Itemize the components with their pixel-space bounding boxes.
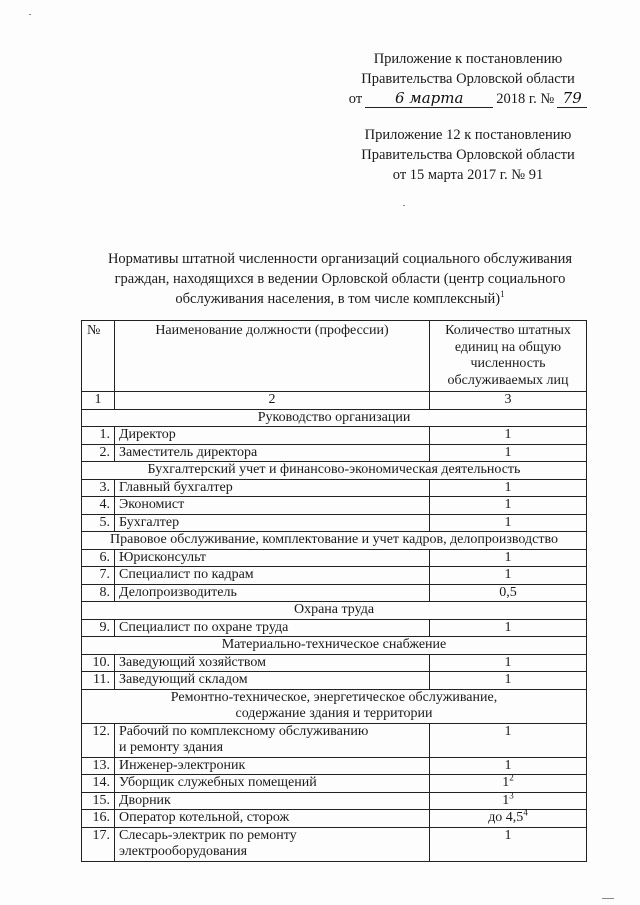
- position-name-line: Бухгалтер: [119, 514, 180, 530]
- section-title-line: содержание здания и территории: [235, 706, 433, 721]
- handwritten-number: 79: [557, 89, 587, 108]
- section-title-line: Правовое обслуживание, комплектование и учет кадров, делопроизводство: [110, 532, 558, 547]
- row-quantity: [430, 827, 587, 861]
- row-quantity: [430, 497, 587, 515]
- position-name-line: Дворник: [119, 792, 171, 808]
- row-quantity: [430, 654, 587, 672]
- document-title: [80, 249, 600, 309]
- quantity-value: 1: [504, 757, 512, 773]
- quantity-value: 1: [504, 672, 512, 687]
- table-row: [82, 584, 587, 602]
- position-name-line: Юрисконсульт: [119, 549, 207, 565]
- row-number: 1.: [82, 427, 115, 445]
- quantity-value: 0,5: [499, 584, 517, 600]
- staffing-table: [81, 320, 587, 862]
- position-name-line: Экономист: [119, 497, 185, 512]
- quantity-value: 1: [504, 444, 512, 460]
- row-quantity: [430, 789, 587, 810]
- section-row: [82, 462, 587, 480]
- table-row: [82, 549, 587, 567]
- row-quantity: [430, 444, 587, 462]
- section-title: [82, 637, 587, 655]
- table-row: [82, 619, 587, 637]
- row-quantity: [430, 772, 587, 793]
- quantity-value: 1: [504, 619, 512, 635]
- section-title-line: Ремонтно-техническое, энергетическое обслуживание,: [170, 689, 498, 705]
- appendix-line-1: Приложение 12 к постановлению: [364, 127, 572, 143]
- title-line-1: Нормативы штатной численности организаций социального обслуживания: [107, 251, 573, 267]
- section-row: [82, 689, 587, 723]
- position-name-line: Рабочий по комплексному обслуживанию: [119, 723, 369, 739]
- staffing-table-wrapper: [81, 320, 586, 862]
- row-quantity: [430, 514, 587, 532]
- position-name-line: Главный бухгалтер: [119, 479, 233, 495]
- quantity-value: 1: [504, 654, 512, 670]
- table-row: [82, 427, 587, 445]
- row-quantity: [430, 672, 587, 690]
- handwritten-date: 6 марта: [365, 89, 493, 108]
- quantity-value: 1: [504, 427, 512, 442]
- row-position-name: [115, 584, 430, 602]
- section-title-line: Материально-техническое снабжение: [221, 637, 447, 652]
- col-header-qty-line-3: численность: [470, 356, 546, 371]
- row-position-name: [115, 654, 430, 672]
- section-title: [82, 689, 587, 723]
- row-position-name: [115, 827, 430, 861]
- table-row: [82, 672, 587, 690]
- scan-speck: [29, 14, 31, 15]
- row-position-name: [115, 549, 430, 567]
- row-quantity: [430, 807, 587, 828]
- section-title-line: Бухгалтерский учет и финансово-экономическая деятельность: [147, 462, 521, 477]
- appendix-line-2: Правительства Орловской области: [361, 147, 575, 163]
- table-body: [82, 409, 587, 861]
- row-number: 4.: [82, 497, 115, 515]
- row-position-name: [115, 514, 430, 532]
- row-position-name: [115, 444, 430, 462]
- col-header-position: Наименование должности (профессии): [115, 321, 430, 392]
- col-header-qty: [430, 321, 587, 392]
- row-number: 15.: [82, 792, 115, 810]
- row-quantity: [430, 619, 587, 637]
- col-header-num: №: [82, 321, 115, 392]
- section-title-line: Охрана труда: [293, 602, 375, 617]
- row-number: 13.: [82, 757, 115, 775]
- row-position-name: [115, 479, 430, 497]
- section-title: [82, 462, 587, 480]
- title-line-3-text: обслуживания населения, в том числе комплексный): [175, 291, 501, 307]
- table-row: [82, 479, 587, 497]
- table-row: [82, 654, 587, 672]
- row-number: 14.: [82, 775, 115, 793]
- row-position-name: [115, 757, 430, 775]
- column-index-row: [82, 392, 587, 410]
- section-title-line: Руководство организации: [257, 409, 411, 425]
- row-quantity: [430, 723, 587, 757]
- appendix-header: [330, 125, 606, 185]
- title-footnote-mark: 1: [500, 289, 505, 300]
- position-name-line: Заведующий хозяйством: [119, 654, 266, 670]
- row-position-name: [115, 619, 430, 637]
- row-number: 3.: [82, 479, 115, 497]
- position-name-line: Заведующий складом: [119, 672, 248, 687]
- approval-date-line: [330, 89, 606, 109]
- section-title: [82, 532, 587, 550]
- scan-speck: [403, 205, 405, 206]
- row-quantity: [430, 584, 587, 602]
- row-position-name: [115, 775, 430, 793]
- position-name-line: Делопроизводитель: [119, 584, 237, 600]
- position-name-line: Инженер-электроник: [119, 757, 246, 773]
- quantity-value: 1: [504, 827, 512, 843]
- row-number: 10.: [82, 654, 115, 672]
- table-row: [82, 723, 587, 757]
- quantity-value: 1: [504, 723, 512, 739]
- quantity-value: 1: [504, 479, 512, 495]
- row-number: 11.: [82, 672, 115, 690]
- row-quantity: [430, 549, 587, 567]
- section-row: [82, 637, 587, 655]
- quantity-value: 1: [502, 775, 510, 790]
- position-name-line: Уборщик служебных помещений: [119, 775, 317, 790]
- approval-line-2: Правительства Орловской области: [361, 71, 575, 87]
- row-position-name: [115, 810, 430, 828]
- table-row: [82, 810, 587, 828]
- row-number: 12.: [82, 723, 115, 757]
- position-name-line: электрооборудования: [119, 844, 248, 859]
- section-title: [82, 409, 587, 427]
- col-index-2: 2: [115, 392, 430, 410]
- position-name-line: и ремонту здания: [119, 740, 224, 755]
- row-position-name: [115, 792, 430, 810]
- from-label: от: [348, 91, 363, 107]
- title-line-3: [80, 289, 600, 309]
- row-position-name: [115, 497, 430, 515]
- row-quantity: [430, 479, 587, 497]
- row-number: 2.: [82, 444, 115, 462]
- section-title: [82, 602, 587, 620]
- position-name-line: Оператор котельной, сторож: [119, 810, 290, 825]
- row-number: 7.: [82, 567, 115, 585]
- table-row: [82, 792, 587, 810]
- position-name-line: Специалист по кадрам: [119, 567, 254, 582]
- scan-speck: [602, 898, 614, 899]
- col-header-qty-line-4: обслуживаемых лиц: [447, 372, 569, 388]
- position-name-line: Заместитель директора: [119, 444, 258, 460]
- row-number: 16.: [82, 810, 115, 828]
- row-number: 8.: [82, 584, 115, 602]
- appendix-line-3: от 15 марта 2017 г. № 91: [392, 167, 544, 183]
- quantity-value: 1: [504, 567, 512, 582]
- table-row: [82, 567, 587, 585]
- row-number: 5.: [82, 514, 115, 532]
- section-row: [82, 409, 587, 427]
- approval-line-1: Приложение к постановлению: [373, 51, 563, 67]
- row-number: 17.: [82, 827, 115, 861]
- quantity-value: 1: [504, 514, 512, 530]
- footnote-mark: 3: [509, 789, 514, 800]
- footnote-mark: 4: [523, 807, 528, 818]
- position-name-line: Директор: [119, 427, 176, 442]
- quantity-value: 1: [504, 497, 512, 512]
- position-name-line: Специалист по охране труда: [119, 619, 289, 635]
- quantity-value: 1: [502, 792, 510, 808]
- quantity-value: до 4,5: [488, 810, 524, 825]
- row-position-name: [115, 427, 430, 445]
- row-quantity: [430, 427, 587, 445]
- col-header-qty-line-2: единиц на общую: [454, 339, 562, 355]
- approval-header: [330, 49, 606, 109]
- table-row: [82, 827, 587, 861]
- row-number: 9.: [82, 619, 115, 637]
- year-label: 2018 г. №: [496, 91, 555, 107]
- col-header-qty-line-1: Количество штатных: [445, 323, 571, 338]
- section-row: [82, 532, 587, 550]
- table-row: [82, 497, 587, 515]
- section-row: [82, 602, 587, 620]
- row-number: 6.: [82, 549, 115, 567]
- title-line-2: граждан, находящихся в ведении Орловской области (центр социального: [114, 271, 566, 287]
- table-header-row: [82, 321, 587, 392]
- row-position-name: [115, 567, 430, 585]
- table-row: [82, 514, 587, 532]
- col-index-1: 1: [82, 392, 115, 410]
- row-position-name: [115, 672, 430, 690]
- row-quantity: [430, 757, 587, 775]
- table-row: [82, 444, 587, 462]
- footnote-mark: 2: [509, 772, 514, 783]
- row-position-name: [115, 723, 430, 757]
- row-quantity: [430, 567, 587, 585]
- quantity-value: 1: [504, 549, 512, 565]
- position-name-line: Слесарь-электрик по ремонту: [119, 827, 297, 843]
- col-index-3: 3: [430, 392, 587, 410]
